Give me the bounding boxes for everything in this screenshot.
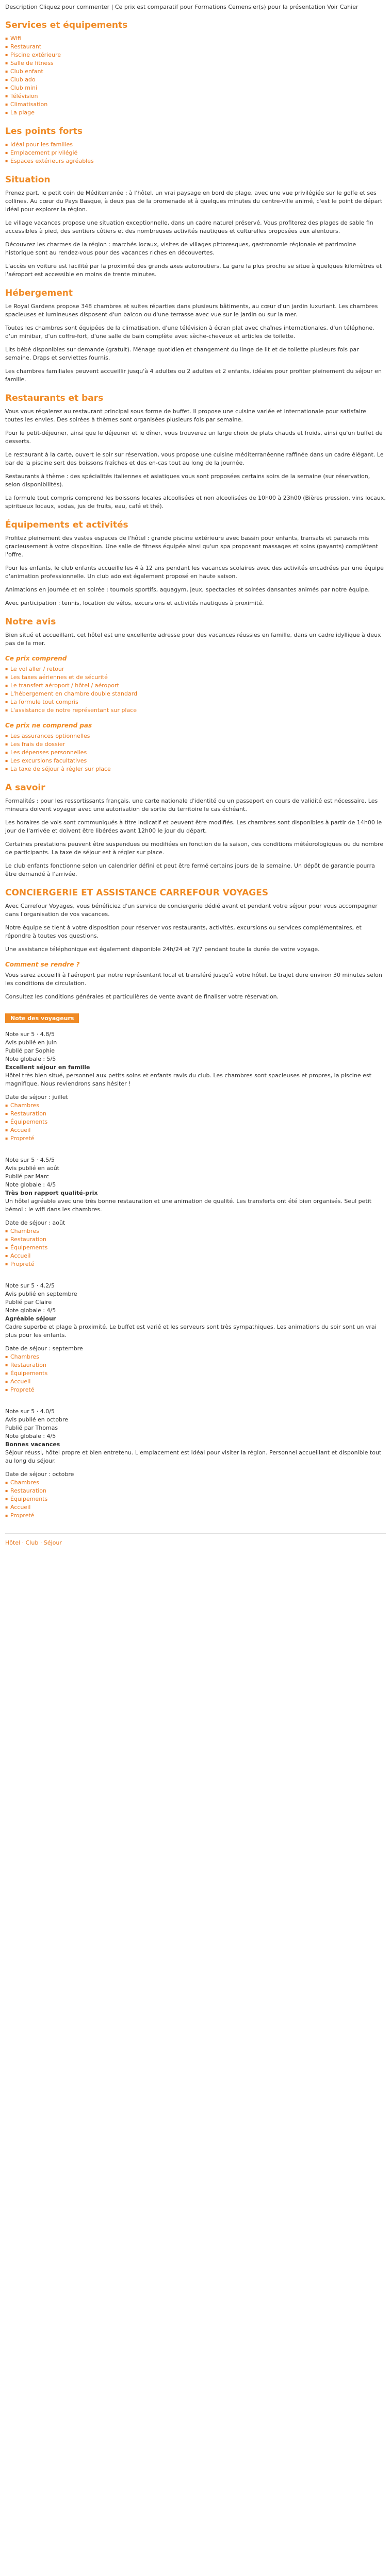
hebergement-heading: Hébergement bbox=[5, 288, 73, 298]
services-item: ▪ Piscine extérieure bbox=[5, 51, 386, 59]
ne-comprend-item: ▪ Les excursions facultatives bbox=[5, 757, 386, 765]
conditions-paragraph: Consultez les conditions générales et particulières de vente avant de finaliser votre réservation. bbox=[5, 993, 279, 1000]
review-sub: Date de séjour : juillet bbox=[5, 1094, 68, 1100]
review-title: Excellent séjour en famille bbox=[5, 1064, 90, 1071]
points-item: ▪ Espaces extérieurs agréables bbox=[5, 157, 386, 165]
avoir-paragraph: Les horaires de vols sont communiqués à titre indicatif et peuvent être modifiés. Les chambres sont disponibles à partir de 14h00 le jour de l'arrivée et doivent être libérées avant 12h00 le jour du départ. bbox=[5, 819, 382, 834]
points-item: ▪ Idéal pour les familles bbox=[5, 141, 386, 149]
review-criteria bbox=[5, 1479, 386, 1520]
review-meta: Note sur 5 · 4.5/5 bbox=[5, 1157, 55, 1163]
equipements-heading: Équipements et activités bbox=[5, 520, 128, 530]
equipements-paragraph: Animations en journée et en soirée : tournois sportifs, aquagym, jeux, spectacles et soirées dansantes animés par notre équipe. bbox=[5, 586, 370, 593]
review-body: Séjour réussi, hôtel propre et bien entretenu. L'emplacement est idéal pour visiter la région. Personnel accueillant et disponible tout au long du séjour. bbox=[5, 1449, 382, 1464]
ce-prix-item: ▪ L'hébergement en chambre double standard bbox=[5, 690, 386, 698]
points-item: ▪ Emplacement privilégié bbox=[5, 149, 386, 157]
ce-prix-item: ▪ L'assistance de notre représentant sur place bbox=[5, 706, 386, 715]
ne-comprend-heading: Ce prix ne comprend pas bbox=[5, 722, 92, 729]
avoir-heading: A savoir bbox=[5, 783, 45, 793]
notre-avis-heading: Notre avis bbox=[5, 617, 56, 627]
review-title: Bonnes vacances bbox=[5, 1441, 60, 1448]
hebergement-paragraph: Le Royal Gardens propose 348 chambres et suites réparties dans plusieurs bâtiments, au cœur d'un jardin luxuriant. Les chambres spacieuses et lumineuses disposent d'un balcon ou d'une terrasse avec vue sur le jardin ou sur la mer. bbox=[5, 303, 378, 318]
review-criterion: ▪ Équipements bbox=[5, 1369, 386, 1378]
review-criterion: ▪ Équipements bbox=[5, 1118, 386, 1126]
hebergement-paragraph: Toutes les chambres sont équipées de la climatisation, d'une télévision à écran plat avec chaînes internationales, d'un téléphone, d'un minibar, d'un coffre-fort, d'une salle de bain complète avec sèche-cheveux et articles de toilette. bbox=[5, 325, 374, 340]
restaurants-paragraph: Pour le petit-déjeuner, ainsi que le déjeuner et le dîner, vous trouverez un large choix de plats chauds et froids, ainsi qu'un buffet de desserts. bbox=[5, 430, 383, 445]
review-criterion: ▪ Restauration bbox=[5, 1110, 386, 1118]
review-sub: Date de séjour : septembre bbox=[5, 1345, 83, 1352]
situation-paragraph: L'accès en voiture est facilité par la proximité des grands axes autoroutiers. La gare la plus proche se situe à quelques kilomètres et l'aéroport est accessible en moins de trente minutes. bbox=[5, 263, 382, 278]
conditions-paragraph: Vous serez accueilli à l'aéroport par notre représentant local et transféré jusqu'à votre hôtel. Le trajet dure environ 30 minutes selon les conditions de circulation. bbox=[5, 972, 382, 987]
review-criterion: ▪ Équipements bbox=[5, 1495, 386, 1503]
ce-prix-item: ▪ La formule tout compris bbox=[5, 698, 386, 706]
avoir-paragraph: Le club enfants fonctionne selon un calendrier défini et peut être fermé certains jours de la semaine. Un dépôt de garantie pourra être demandé à l'arrivée. bbox=[5, 862, 375, 877]
review-sub: Date de séjour : août bbox=[5, 1219, 66, 1226]
ce-prix-item: ▪ Les taxes aériennes et de sécurité bbox=[5, 673, 386, 682]
review bbox=[5, 1030, 386, 1143]
restaurants-paragraph: La formule tout compris comprend les boissons locales alcoolisées et non alcoolisées de 10h00 à 23h00 (Bières pression, vins locaux, spiritueux locaux, sodas, jus de fruits, eau, café et thé). bbox=[5, 495, 386, 510]
review-criterion: ▪ Propreté bbox=[5, 1386, 386, 1394]
restaurants-paragraph: Vous vous régalerez au restaurant principal sous forme de buffet. Il propose une cuisine variée et internationale pour satisfaire toutes les envies. Des soirées à thèmes sont organisées plusieurs fois par semaine. bbox=[5, 408, 366, 423]
review-criterion: ▪ Restauration bbox=[5, 1487, 386, 1495]
review-title: Agréable séjour bbox=[5, 1315, 56, 1322]
services-item: ▪ Wifi bbox=[5, 35, 386, 43]
review-author: Publié par Claire bbox=[5, 1299, 52, 1306]
services-item: ▪ Club mini bbox=[5, 84, 386, 92]
conciergerie-paragraph: Une assistance téléphonique est également disponible 24h/24 et 7j/7 pendant toute la durée de votre voyage. bbox=[5, 946, 320, 953]
notre-avis-text: Bien situé et accueillant, cet hôtel est une excellente adresse pour des vacances réussies en famille, dans un cadre idyllique à deux pas de la mer. bbox=[5, 632, 381, 647]
review-rating: Note globale : 4/5 bbox=[5, 1181, 56, 1188]
equipements-paragraph: Profitez pleinement des vastes espaces de l'hôtel : grande piscine extérieure avec bassin pour enfants, transats et parasols mis gracieusement à votre disposition. Une salle de fitness équipée ainsi qu'un spa proposant massages et soins (payants) complètent l'offre. bbox=[5, 535, 378, 558]
review-author: Publié par Marc bbox=[5, 1173, 50, 1180]
review-criterion: ▪ Accueil bbox=[5, 1503, 386, 1512]
situation-heading: Situation bbox=[5, 175, 51, 185]
review-rating: Note globale : 4/5 bbox=[5, 1433, 56, 1439]
ne-comprend-item: ▪ Les frais de dossier bbox=[5, 740, 386, 749]
notes-tag: Note des voyageurs bbox=[5, 1013, 79, 1023]
avoir-paragraph: Certaines prestations peuvent être suspendues ou modifiées en fonction de la saison, des conditions météorologiques ou du nombre de participants. La taxe de séjour est à régler sur place. bbox=[5, 841, 384, 856]
intro-text: Description Cliquez pour commenter | Ce prix est comparatif pour Formations Cemensier(s) pour la présentation Voir Cahier bbox=[5, 4, 359, 10]
situation-paragraph: Prenez part, le petit coin de Méditerranée : à l'hôtel, un vrai paysage en bord de plage, avec une vue privilégiée sur le golfe et ses collines. Au cœur du Pays Basque, à deux pas de la promenade et à quelques minutes du centre-ville animé, c'est le point de départ idéal pour explorer la région. bbox=[5, 190, 383, 213]
divider bbox=[5, 1533, 386, 1534]
equipements-paragraph: Avec participation : tennis, location de vélos, excursions et activités nautiques à proximité. bbox=[5, 600, 264, 606]
review-body: Un hôtel agréable avec une très bonne restauration et une animation de qualité. Les transferts ont été bien organisés. Seul petit bémol : le wifi dans les chambres. bbox=[5, 1198, 372, 1213]
services-item: ▪ Restaurant bbox=[5, 43, 386, 51]
review bbox=[5, 1156, 386, 1268]
ce-prix-item: ▪ Le vol aller / retour bbox=[5, 665, 386, 673]
review-meta: Note sur 5 · 4.0/5 bbox=[5, 1408, 55, 1415]
ne-comprend-item: ▪ Les dépenses personnelles bbox=[5, 749, 386, 757]
services-item: ▪ Salle de fitness bbox=[5, 59, 386, 67]
review-date: Avis publié en octobre bbox=[5, 1416, 69, 1423]
points-heading: Les points forts bbox=[5, 126, 83, 137]
review-meta: Note sur 5 · 4.8/5 bbox=[5, 1031, 55, 1038]
ne-comprend-item: ▪ La taxe de séjour à régler sur place bbox=[5, 765, 386, 773]
avoir-paragraph: Formalités : pour les ressortissants français, une carte nationale d'identité ou un passeport en cours de validité est nécessaire. Les mineurs doivent voyager avec une autorisation de sortie du territoire le cas échéant. bbox=[5, 798, 378, 812]
review-criterion: ▪ Propreté bbox=[5, 1260, 386, 1268]
services-item: ▪ Climatisation bbox=[5, 100, 386, 109]
review-criterion: ▪ Accueil bbox=[5, 1252, 386, 1260]
restaurants-heading: Restaurants et bars bbox=[5, 393, 104, 403]
review-criterion: ▪ Propreté bbox=[5, 1134, 386, 1143]
ce-prix-list bbox=[5, 665, 386, 715]
ce-prix-item: ▪ Le transfert aéroport / hôtel / aéroport bbox=[5, 682, 386, 690]
services-item: ▪ Club enfant bbox=[5, 67, 386, 76]
review-author: Publié par Thomas bbox=[5, 1425, 58, 1431]
review-title: Très bon rapport qualité-prix bbox=[5, 1190, 98, 1196]
review-date: Avis publié en septembre bbox=[5, 1291, 77, 1297]
review-meta: Note sur 5 · 4.2/5 bbox=[5, 1282, 55, 1289]
services-item: ▪ Télévision bbox=[5, 92, 386, 100]
services-heading: Services et équipements bbox=[5, 20, 128, 30]
footer-line: Hôtel · Club · Séjour bbox=[5, 1539, 62, 1546]
services-item: ▪ Club ado bbox=[5, 76, 386, 84]
review-criteria bbox=[5, 1227, 386, 1268]
review-body: Cadre superbe et plage à proximité. Le buffet est varié et les serveurs sont très sympathiques. Les animations du soir sont un vrai plus pour les enfants. bbox=[5, 1324, 377, 1338]
review bbox=[5, 1408, 386, 1520]
review-criterion: ▪ Chambres bbox=[5, 1101, 386, 1110]
restaurants-paragraph: Restaurants à thème : des spécialités italiennes et asiatiques vous sont proposées certains soirs de la semaine (sur réservation, selon disponibilités). bbox=[5, 473, 370, 488]
review-rating: Note globale : 5/5 bbox=[5, 1056, 56, 1062]
hebergement-paragraph: Lits bébé disponibles sur demande (gratuit). Ménage quotidien et changement du linge de lit et de toilette plusieurs fois par semaine. Draps et serviettes fournis. bbox=[5, 346, 359, 361]
conciergerie-paragraph: Notre équipe se tient à votre disposition pour réserver vos restaurants, activités, excursions ou services complémentaires, et répondre à toutes vos questions. bbox=[5, 924, 362, 939]
review-criterion: ▪ Restauration bbox=[5, 1235, 386, 1244]
review-criteria bbox=[5, 1353, 386, 1394]
review-criterion: ▪ Chambres bbox=[5, 1479, 386, 1487]
conditions-heading: Comment se rendre ? bbox=[5, 961, 80, 968]
review-criterion: ▪ Restauration bbox=[5, 1361, 386, 1369]
situation-paragraph: Découvrez les charmes de la région : marchés locaux, visites de villages pittoresques, gastronomie régionale et patrimoine historique sont au rendez-vous pour des vacances riches en découvertes. bbox=[5, 241, 356, 256]
review-body: Hôtel très bien situé, personnel aux petits soins et enfants ravis du club. Les chambres sont spacieuses et propres, la piscine est magnifique. Nous reviendrons sans hésiter ! bbox=[5, 1072, 371, 1087]
services-list bbox=[5, 35, 386, 117]
ce-prix-heading: Ce prix comprend bbox=[5, 655, 67, 662]
equipements-paragraph: Pour les enfants, le club enfants accueille les 4 à 12 ans pendant les vacances scolaires avec des activités encadrées par une équipe d'animation professionnelle. Un club ado est également proposé en haute saison. bbox=[5, 565, 384, 580]
restaurants-paragraph: Le restaurant à la carte, ouvert le soir sur réservation, vous propose une cuisine méditerranéenne raffinée dans un cadre élégant. Le bar de la piscine sert des boissons fraîches et des en-cas tout au long de la journée. bbox=[5, 451, 384, 466]
review-criteria bbox=[5, 1101, 386, 1143]
ne-comprend-item: ▪ Les assurances optionnelles bbox=[5, 732, 386, 740]
review-criterion: ▪ Chambres bbox=[5, 1227, 386, 1235]
services-item: ▪ La plage bbox=[5, 109, 386, 117]
review-date: Avis publié en juin bbox=[5, 1039, 57, 1046]
review bbox=[5, 1282, 386, 1394]
points-list bbox=[5, 141, 386, 165]
review-criterion: ▪ Accueil bbox=[5, 1378, 386, 1386]
review-criterion: ▪ Accueil bbox=[5, 1126, 386, 1134]
review-author: Publié par Sophie bbox=[5, 1047, 55, 1054]
review-rating: Note globale : 4/5 bbox=[5, 1307, 56, 1314]
review-criterion: ▪ Équipements bbox=[5, 1244, 386, 1252]
review-date: Avis publié en août bbox=[5, 1165, 59, 1172]
ne-comprend-list bbox=[5, 732, 386, 773]
situation-paragraph: Le village vacances propose une situation exceptionnelle, dans un cadre naturel préservé. Vous profiterez des plages de sable fin accessibles à pied, des sentiers côtiers et des nombreuses activités nautiques et culturelles proposées aux alentours. bbox=[5, 219, 373, 234]
conciergerie-heading: CONCIERGERIE ET ASSISTANCE CARREFOUR VOYAGES bbox=[5, 888, 269, 898]
hebergement-paragraph: Les chambres familiales peuvent accueillir jusqu'à 4 adultes ou 2 adultes et 2 enfants, idéales pour profiter pleinement du séjour en famille. bbox=[5, 368, 382, 383]
review-criterion: ▪ Chambres bbox=[5, 1353, 386, 1361]
review-sub: Date de séjour : octobre bbox=[5, 1471, 74, 1478]
conciergerie-paragraph: Avec Carrefour Voyages, vous bénéficiez d'un service de conciergerie dédié avant et pendant votre séjour pour vous accompagner dans l'organisation de vos vacances. bbox=[5, 903, 378, 918]
review-criterion: ▪ Propreté bbox=[5, 1512, 386, 1520]
